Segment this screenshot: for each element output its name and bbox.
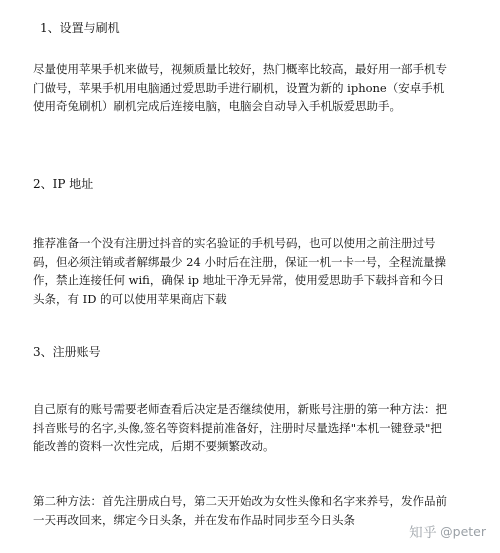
section-4-paragraph (33, 492, 469, 529)
paragraph-line: 使用奇兔刷机）刷机完成后连接电脑，电脑会自动导入手机版爱思助手。 (33, 99, 401, 113)
paragraph-line: 一天再改回来，绑定今日头条，并在发布作品时同步至今日头条 (33, 512, 355, 527)
paragraph-line: 推荐准备一个没有注册过抖音的实名验证的手机号码，也可以使用之前注册过号 (33, 236, 436, 250)
section-1-heading: 1、设置与刷机 (40, 21, 120, 35)
paragraph-line: 门做号，苹果手机用电脑通过爱思助手进行刷机，设置为新的 iphone（安卓手机 (33, 80, 445, 95)
paragraph-line: 抖音账号的名字,头像,签名等资料提前准备好，注册时尽量选择"本机一键登录"把 (33, 420, 442, 435)
section-1-paragraph (33, 60, 469, 116)
section-2-heading: 2、IP 地址 (33, 177, 94, 191)
paragraph-line: 第二种方法：首先注册成白号，第二天开始改为女性头像和名字来养号，发作品前 (33, 494, 447, 508)
watermark-brand: 知乎 (409, 525, 438, 541)
paragraph-line: 头条，有 ID 的可以使用苹果商店下载 (33, 291, 227, 306)
paragraph-line: 能改善的资料一次性完成，后期不要频繁改动。 (33, 439, 275, 453)
paragraph-line: 尽量使用苹果手机来做号，视频质量比较好，热门概率比较高，最好用一部手机专 (33, 62, 447, 76)
paragraph-line: 作，禁止连接任何 wifi，确保 ip 地址干净无异常，使用爱思助手下载抖音和今日 (33, 273, 445, 287)
section-2-paragraph (33, 234, 469, 308)
watermark-handle: @peter (440, 523, 486, 539)
paragraph-line: 自己原有的账号需要老师查看后决定是否继续使用，新账号注册的第一种方法：把 (33, 402, 447, 416)
paragraph-line: 码，但必须注销或者解绑最少 24 小时后在注册，保证一机一卡一号，全程流量操 (33, 254, 446, 269)
section-3-heading: 3、注册账号 (33, 345, 101, 359)
zhihu-watermark (409, 521, 486, 541)
section-3-paragraph (33, 400, 469, 456)
